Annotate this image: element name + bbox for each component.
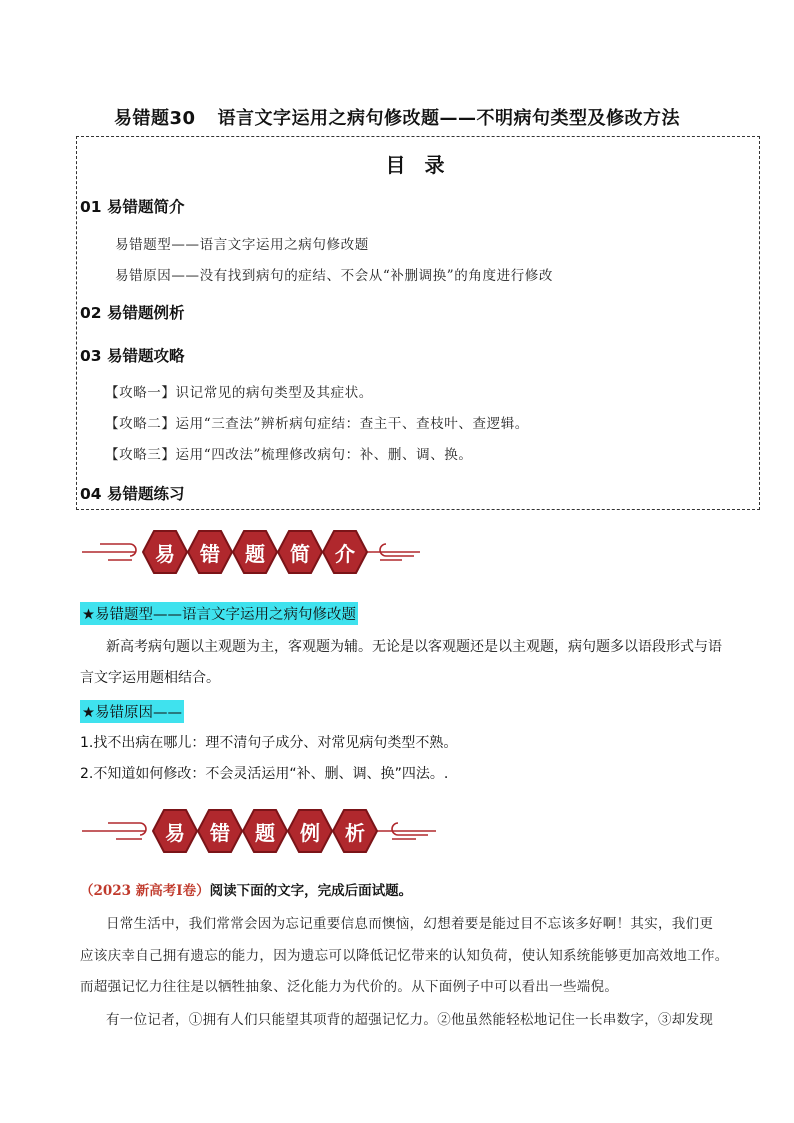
toc-item: 易错原因——没有找到病句的症结、不会从“补删调换”的角度进行修改 xyxy=(115,268,554,284)
paragraph-line: 言文字运用题相结合。 xyxy=(80,670,220,686)
toc-item: 【攻略三】运用“四改法”梳理修改病句：补、删、调、换。 xyxy=(105,447,473,463)
toc-section-03[interactable]: 03 易错题攻略 xyxy=(80,347,185,365)
example-line: 日常生活中，我们常常会因为忘记重要信息而懊恼，幻想着要是能过目不忘该多好啊！其实，我们更 xyxy=(106,916,714,932)
toc-section-01[interactable]: 01 易错题简介 xyxy=(80,198,185,216)
toc-item: 【攻略一】识记常见的病句类型及其症状。 xyxy=(105,385,373,401)
reason-item: 1.找不出病在哪儿：理不清句子成分、对常见病句类型不熟。 xyxy=(80,735,458,751)
toc-section-02[interactable]: 02 易错题例析 xyxy=(80,304,185,322)
highlight-label-reason: ★易错原因—— xyxy=(80,700,184,723)
reason-item: 2.不知道如何修改：不会灵活运用“补、删、调、换”四法。. xyxy=(80,766,449,782)
document-title: 易错题30 语言文字运用之病句修改题——不明病句类型及修改方法 xyxy=(113,108,681,129)
section-banner-example xyxy=(80,807,440,855)
example-line: 应该庆幸自己拥有遗忘的能力，因为遗忘可以降低记忆带来的认知负荷，使认知系统能够更加高效地工作。 xyxy=(80,948,729,964)
toc-item: 【攻略二】运用“三查法”辨析病句症结：查主干、查枝叶、查逻辑。 xyxy=(105,416,529,432)
banner-title: 易 错 题 例 析 xyxy=(152,807,377,855)
section-banner-intro xyxy=(80,528,440,576)
toc-item: 易错题型——语言文字运用之病句修改题 xyxy=(115,237,369,253)
example-source: （2023 新高考Ⅰ卷）阅读下面的文字，完成后面试题。 xyxy=(80,883,413,899)
example-line: 而超强记忆力往往是以牺牲抽象、泛化能力为代价的。从下面例子中可以看出一些端倪。 xyxy=(80,979,619,995)
banner-title: 易 错 题 简 介 xyxy=(142,528,367,576)
example-line: 有一位记者，①拥有人们只能望其项背的超强记忆力。②他虽然能轻松地记住一长串数字，③却发现 xyxy=(106,1012,714,1028)
toc-section-04[interactable]: 04 易错题练习 xyxy=(80,485,185,503)
toc-heading: 目 录 xyxy=(385,153,451,177)
highlight-label-type: ★易错题型——语言文字运用之病句修改题 xyxy=(80,602,358,625)
paragraph-line: 新高考病句题以主观题为主，客观题为辅。无论是以客观题还是以主观题，病句题多以语段形式与语 xyxy=(106,639,722,655)
table-of-contents xyxy=(76,136,760,510)
